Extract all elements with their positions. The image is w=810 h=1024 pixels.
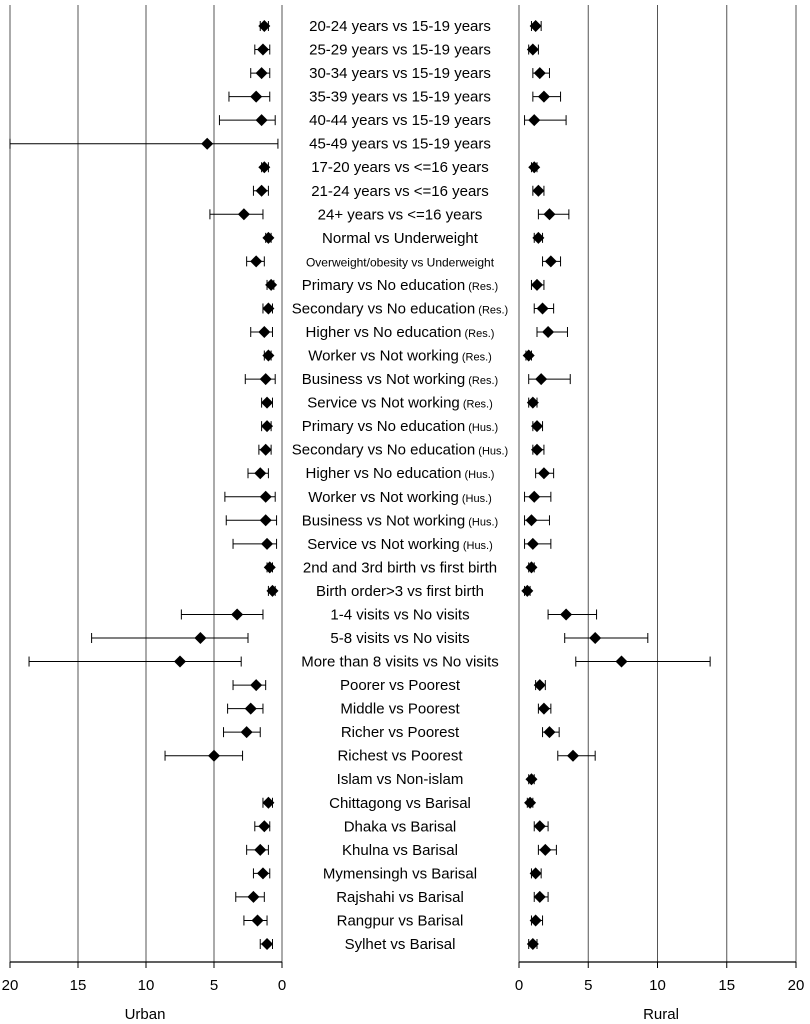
rural-estimate-ci <box>530 20 542 32</box>
urban-estimate-ci <box>233 679 266 691</box>
row-label-text: Worker vs Not working <box>308 347 459 365</box>
rural-estimate-point <box>534 820 546 832</box>
row-label-text: Islam vs Non-islam <box>336 771 464 789</box>
rural-estimate-ci <box>530 867 542 879</box>
row-label-text: Higher vs No education <box>305 324 462 341</box>
row-label-suffix: (Res.) <box>465 280 499 293</box>
row-label <box>323 865 477 882</box>
urban-estimate-point <box>245 703 257 715</box>
urban-estimate-ci <box>224 726 261 738</box>
row-label-text: 24+ years vs <=16 years <box>317 206 483 224</box>
urban-estimate-ci <box>264 561 276 573</box>
row-label <box>308 489 492 506</box>
urban-estimate-point <box>256 114 268 126</box>
urban-estimate-ci <box>233 538 277 550</box>
rural-estimate-ci <box>536 467 554 479</box>
rural-estimate-ci <box>525 514 550 526</box>
row-label <box>322 230 479 247</box>
urban-estimate-point <box>247 891 259 903</box>
urban-estimate-point <box>256 185 268 197</box>
urban-estimate-point <box>256 67 268 79</box>
rural-estimate-point <box>538 467 550 479</box>
rural-estimate-ci <box>521 585 533 597</box>
row-label-text: Primary vs No education <box>301 276 466 294</box>
row-label-text: Overweight/obesity vs Underweight <box>305 255 495 270</box>
row-label-text: 45-49 years vs 15-19 years <box>309 135 491 153</box>
row-label <box>309 42 491 59</box>
urban-estimate-point <box>241 726 253 738</box>
rural-estimate-point <box>589 632 601 644</box>
rural-tick-label: 0 <box>514 977 524 994</box>
rural-estimate-point <box>528 114 540 126</box>
urban-estimate-point <box>261 938 273 950</box>
rural-estimate-ci <box>534 891 548 903</box>
urban-estimate-ci <box>265 279 277 291</box>
row-label-text: 25-29 years vs 15-19 years <box>309 41 491 59</box>
rural-estimate-point <box>521 585 533 597</box>
rural-estimate-point <box>534 67 546 79</box>
rural-estimate-ci <box>534 302 553 314</box>
row-label-text: 21-24 years vs <=16 years <box>311 182 489 200</box>
rural-estimate-ci <box>548 608 596 620</box>
row-label-suffix: (Hus.) <box>458 492 492 505</box>
rural-estimate-ci <box>558 750 595 762</box>
rural-tick-label: 10 <box>649 977 666 994</box>
row-label-text: Dhaka vs Barisal <box>343 818 457 836</box>
row-label-text: Secondary vs No education <box>291 300 476 318</box>
urban-estimate-point <box>194 632 206 644</box>
row-label-text: Chittagong vs Barisal <box>329 794 471 812</box>
row-label <box>302 418 498 435</box>
row-label-text: 2nd and 3rd birth vs first birth <box>302 559 498 577</box>
urban-estimate-point <box>208 750 220 762</box>
row-label-text: Poorer vs Poorest <box>339 677 461 695</box>
row-label <box>330 630 469 647</box>
row-label <box>301 654 499 671</box>
row-label-suffix: (Hus.) <box>475 445 509 458</box>
rural-estimate-point <box>615 656 627 668</box>
urban-tick-label: 5 <box>209 977 219 994</box>
row-label <box>309 65 491 82</box>
rural-estimate-ci <box>576 656 710 668</box>
row-label-suffix: (Hus.) <box>461 469 495 482</box>
urban-estimate-ci <box>253 185 268 197</box>
rural-estimate-ci <box>531 444 544 456</box>
rural-estimate-ci <box>525 561 537 573</box>
rural-estimate-ci <box>543 726 560 738</box>
row-label <box>342 842 458 859</box>
urban-estimate-point <box>260 444 272 456</box>
urban-estimate-ci <box>92 632 248 644</box>
row-label <box>302 512 498 529</box>
row-label <box>330 606 469 623</box>
row-label-text: Middle vs Poorest <box>340 700 460 718</box>
row-label <box>307 395 493 412</box>
rural-estimate-ci <box>537 326 567 338</box>
rural-estimate-point <box>535 373 547 385</box>
rural-estimate-point <box>567 750 579 762</box>
rural-estimate-point <box>537 302 549 314</box>
row-label-text: Khulna vs Barisal <box>342 841 458 859</box>
rural-estimate-point <box>532 185 544 197</box>
urban-tick-label: 15 <box>69 977 87 994</box>
rural-estimate-ci <box>525 773 537 785</box>
row-label <box>306 255 495 269</box>
row-label <box>344 818 457 835</box>
rural-estimate-point <box>543 726 555 738</box>
urban-estimate-point <box>258 820 270 832</box>
urban-estimate-point <box>231 608 243 620</box>
rural-estimate-point <box>539 844 551 856</box>
urban-estimate-ci <box>262 302 274 314</box>
urban-estimate-point <box>250 679 262 691</box>
row-label <box>306 324 495 341</box>
row-label <box>340 701 460 718</box>
rural-estimate-ci <box>532 185 544 197</box>
row-label-text: Service vs Not working <box>307 394 460 412</box>
row-label <box>311 159 489 176</box>
urban-tick-label: 10 <box>137 977 155 994</box>
row-label-suffix: (Hus.) <box>465 422 499 435</box>
row-label <box>302 371 498 388</box>
rural-estimate-ci <box>543 255 561 267</box>
rural-tick-label: 20 <box>787 977 805 994</box>
urban-estimate-point <box>258 326 270 338</box>
row-label <box>309 89 491 106</box>
axes <box>10 962 796 968</box>
row-label-suffix: (Res.) <box>458 351 492 364</box>
row-label <box>302 277 498 294</box>
row-label <box>306 465 495 482</box>
urban-estimate-ci <box>210 208 263 220</box>
urban-estimate-point <box>238 208 250 220</box>
row-labels <box>292 18 508 953</box>
rural-estimate-ci <box>525 114 567 126</box>
rural-estimate-point <box>534 891 546 903</box>
urban-estimate-ci <box>165 750 243 762</box>
row-label-text: 5-8 visits vs No visits <box>330 630 470 647</box>
row-label-text: Service vs Not working <box>307 535 460 553</box>
rural-estimate-ci <box>534 679 546 691</box>
rural-estimate-ci <box>565 632 648 644</box>
row-label-text: Richest vs Poorest <box>337 747 463 765</box>
urban-estimate-ci <box>10 138 278 150</box>
rural-estimate-ci <box>538 703 551 715</box>
rural-estimate-point <box>525 773 537 785</box>
urban-estimate-ci <box>262 232 274 244</box>
urban-estimate-ci <box>245 373 275 385</box>
row-label-text: Sylhet vs Barisal <box>344 936 456 953</box>
rural-estimate-point <box>538 703 550 715</box>
urban-estimate-ci <box>262 350 274 362</box>
urban-estimate-point <box>250 255 262 267</box>
urban-estimate-ci <box>248 467 268 479</box>
row-label <box>340 677 461 694</box>
rural-estimate-ci <box>527 938 539 950</box>
urban-estimate-ci <box>262 797 274 809</box>
urban-estimate-ci <box>229 91 270 103</box>
urban-estimate-ci <box>219 114 275 126</box>
row-label-text: Birth order>3 vs first birth <box>316 582 484 600</box>
row-label-text: Higher vs No education <box>305 465 462 483</box>
row-label-text: Primary vs No education <box>301 418 466 436</box>
urban-estimate-point <box>264 561 276 573</box>
row-label-suffix: (Hus.) <box>459 539 493 552</box>
row-label-text: 1-4 visits vs No visits <box>330 606 470 624</box>
rural-estimate-ci <box>525 538 551 550</box>
urban-estimate-point <box>254 844 266 856</box>
row-label-text: 40-44 years vs 15-19 years <box>309 112 491 130</box>
row-label <box>309 112 491 129</box>
urban-estimate-point <box>201 138 213 150</box>
row-label <box>329 795 471 812</box>
rural-estimate-point <box>528 161 540 173</box>
row-label-text: Business vs Not working <box>301 371 466 389</box>
rural-estimate-point <box>524 797 536 809</box>
rural-estimate-ci <box>524 797 536 809</box>
rural-estimate-ci <box>538 208 568 220</box>
row-label <box>341 724 460 741</box>
rural-estimate-point <box>560 608 572 620</box>
urban-estimate-ci <box>260 938 273 950</box>
urban-estimate-ci <box>255 820 271 832</box>
rural-estimate-ci <box>527 44 539 56</box>
urban-tick-label: 20 <box>1 977 19 994</box>
urban-estimate-ci <box>225 491 275 503</box>
urban-estimate-ci <box>258 161 270 173</box>
row-label <box>308 348 492 365</box>
row-label-suffix: (Res.) <box>461 328 495 340</box>
row-label-text: Business vs Not working <box>301 512 466 530</box>
urban-estimate-ci <box>255 44 270 56</box>
row-label-text: 20-24 years vs 15-19 years <box>309 18 491 35</box>
row-label-text: Normal vs Underweight <box>322 229 478 247</box>
urban-estimate-ci <box>261 420 273 432</box>
rural-estimate-ci <box>533 67 550 79</box>
urban-estimate-ci <box>244 914 267 926</box>
rural-estimate-point <box>525 561 537 573</box>
urban-estimate-point <box>260 514 272 526</box>
urban-panel-title: Urban <box>124 1006 166 1023</box>
urban-estimate-point <box>257 44 269 56</box>
rural-estimate-ci <box>532 232 544 244</box>
row-label <box>318 206 483 223</box>
urban-estimate-ci <box>247 255 265 267</box>
row-label <box>311 183 489 200</box>
urban-estimate-ci <box>258 20 270 32</box>
row-label <box>307 536 493 553</box>
rural-tick-label: 15 <box>718 977 736 994</box>
urban-estimate-ci <box>236 891 265 903</box>
urban-estimate-point <box>250 91 262 103</box>
row-label-text: Worker vs Not working <box>308 488 459 506</box>
rural-estimate-point <box>543 208 555 220</box>
rural-estimate-ci <box>531 420 543 432</box>
urban-estimate-ci <box>29 656 241 668</box>
row-label <box>345 936 456 953</box>
urban-estimate-point <box>260 373 272 385</box>
row-label-text: 35-39 years vs 15-19 years <box>309 88 491 106</box>
rural-estimate-point <box>542 326 554 338</box>
row-label <box>336 889 464 906</box>
row-label-suffix: (Res.) <box>465 375 499 388</box>
rural-tick-label: 5 <box>584 977 593 994</box>
urban-estimate-ci <box>251 67 270 79</box>
rural-estimate-ci <box>528 161 540 173</box>
rural-estimate-point <box>531 279 543 291</box>
row-label <box>337 748 463 765</box>
rural-estimate-point <box>538 91 550 103</box>
row-label-suffix: (Res.) <box>475 304 509 317</box>
row-label-text: 30-34 years vs 15-19 years <box>309 65 491 83</box>
rural-estimate-ci <box>527 397 539 409</box>
urban-estimate-ci <box>259 444 272 456</box>
urban-estimate-ci <box>261 397 273 409</box>
row-label-text: More than 8 visits vs No visits <box>301 653 499 671</box>
rural-estimate-ci <box>534 820 548 832</box>
urban-estimate-point <box>174 656 186 668</box>
rural-estimate-point <box>545 255 557 267</box>
urban-tick-label: 0 <box>277 977 287 994</box>
urban-estimate-ci <box>266 585 278 597</box>
urban-estimate-point <box>260 491 272 503</box>
urban-estimate-ci <box>247 844 269 856</box>
urban-estimate-ci <box>181 608 263 620</box>
row-label <box>309 18 491 35</box>
rural-estimate-ci <box>533 91 561 103</box>
rural-estimate-ci <box>531 279 544 291</box>
urban-estimate-point <box>261 538 273 550</box>
rural-estimate-ci <box>530 914 543 926</box>
urban-estimate-point <box>262 232 274 244</box>
rural-panel-title: Rural <box>643 1006 679 1023</box>
row-label <box>337 912 464 929</box>
urban-estimate-point <box>261 397 273 409</box>
rural-estimate-ci <box>523 350 535 362</box>
rural-estimate-point <box>523 350 535 362</box>
row-label <box>309 136 491 153</box>
rural-estimate-ci <box>529 373 571 385</box>
row-label-suffix: (Res.) <box>459 398 493 411</box>
row-label <box>292 300 508 317</box>
urban-estimate-ci <box>228 703 263 715</box>
urban-estimate-point <box>252 914 264 926</box>
row-label-text: Rajshahi vs Barisal <box>336 888 464 906</box>
row-label-text: 17-20 years vs <=16 years <box>311 159 489 177</box>
rural-estimate-ci <box>538 844 556 856</box>
row-label-suffix: (Hus.) <box>465 516 499 529</box>
row-label-text: Mymensingh vs Barisal <box>322 865 478 883</box>
row-label-text: Richer vs Poorest <box>340 724 460 742</box>
urban-estimate-point <box>254 467 266 479</box>
urban-estimate-ci <box>226 514 276 526</box>
row-label-text: Secondary vs No education <box>291 441 476 459</box>
rural-estimate-point <box>525 514 537 526</box>
row-label <box>316 583 484 600</box>
tick-labels <box>2 977 805 994</box>
row-label <box>303 559 497 576</box>
row-label <box>337 771 464 788</box>
row-label-text: Rangpur vs Barisal <box>336 912 464 930</box>
rural-estimate-ci <box>525 491 551 503</box>
rural-estimate-point <box>527 538 539 550</box>
urban-estimate-ci <box>251 326 273 338</box>
row-label <box>292 442 508 459</box>
rural-estimate-point <box>528 491 540 503</box>
urban-estimate-ci <box>253 867 269 879</box>
urban-estimate-point <box>257 867 269 879</box>
